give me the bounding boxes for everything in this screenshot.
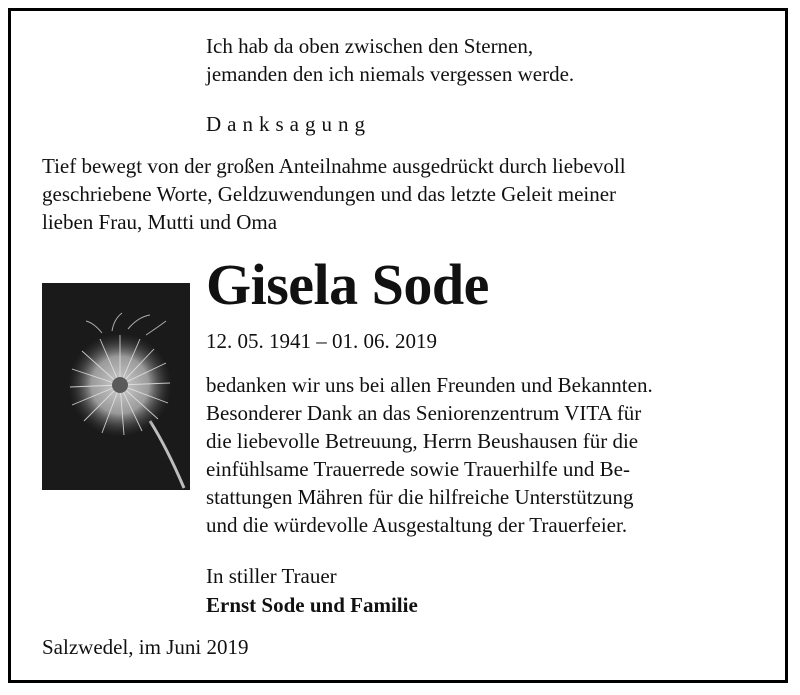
thanks-line: und die würdevolle Ausgestaltung der Trauerfeier. — [206, 513, 628, 537]
intro-line: lieben Frau, Mutti und Oma — [42, 210, 278, 234]
thanks-text — [206, 371, 653, 539]
poem-line: Ich hab da oben zwischen den Sternen, — [206, 34, 534, 58]
intro-text — [42, 152, 626, 236]
deceased-name: Gisela Sode — [206, 252, 489, 317]
dandelion-icon — [42, 283, 190, 490]
dandelion-image — [42, 283, 190, 490]
thanks-line: bedanken wir uns bei allen Freunden und Bekannten. — [206, 373, 653, 397]
intro-line: Tief bewegt von der großen Anteilnahme ausgedrückt durch liebevoll — [42, 154, 626, 178]
thanks-line: einfühlsame Trauerrede sowie Trauerhilfe und Be- — [206, 457, 630, 481]
family-signature: Ernst Sode und Familie — [206, 593, 418, 617]
mourning-phrase: In stiller Trauer — [206, 564, 337, 588]
life-dates: 12. 05. 1941 – 01. 06. 2019 — [206, 329, 437, 353]
thanks-line: stattungen Mähren für die hilfreiche Unterstützung — [206, 485, 634, 509]
place-and-date: Salzwedel, im Juni 2019 — [42, 635, 249, 659]
poem — [206, 32, 574, 88]
thanks-line: die liebevolle Betreuung, Herrn Beushausen für die — [206, 429, 639, 453]
poem-line: jemanden den ich niemals vergessen werde. — [206, 62, 575, 86]
heading-danksagung: Danksagung — [206, 112, 371, 136]
thanks-line: Besonderer Dank an das Seniorenzentrum VITA für — [206, 401, 642, 425]
intro-line: geschriebene Worte, Geldzuwendungen und das letzte Geleit meiner — [42, 182, 617, 206]
